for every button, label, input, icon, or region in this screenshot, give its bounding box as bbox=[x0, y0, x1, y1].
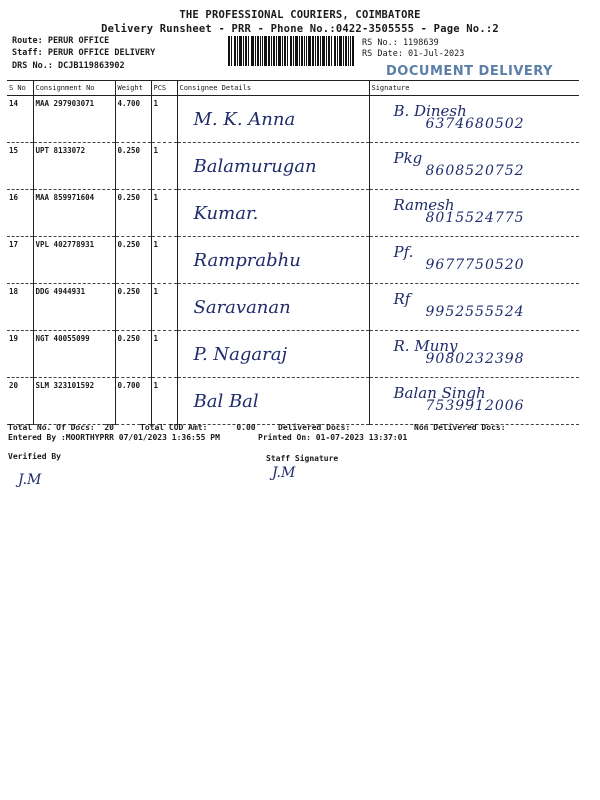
pieces: 1 bbox=[151, 96, 177, 143]
serial-number: 18 bbox=[7, 284, 33, 331]
consignment-number: MAA 859971604 bbox=[33, 190, 115, 237]
route-label: Route: PERUR OFFICE bbox=[12, 36, 110, 46]
consignee-cell bbox=[177, 143, 369, 190]
receiver-signature: Ramesh bbox=[393, 196, 455, 214]
receiver-phone: 9952555524 bbox=[425, 304, 525, 320]
consignee-cell bbox=[177, 96, 369, 143]
receiver-phone: 9677750520 bbox=[425, 257, 525, 273]
signature-cell bbox=[369, 284, 579, 331]
receiver-signature: Balan Singh bbox=[393, 384, 486, 402]
receiver-signature: Pkg bbox=[393, 149, 423, 167]
receiver-phone: 8608520752 bbox=[425, 163, 525, 179]
verified-by-signature: J.M bbox=[18, 472, 42, 488]
consignee-cell bbox=[177, 378, 369, 425]
consignee-cell bbox=[177, 190, 369, 237]
column-header: Weight bbox=[115, 81, 151, 96]
receiver-signature: B. Dinesh bbox=[393, 102, 467, 120]
table-row bbox=[7, 331, 579, 378]
total-docs: Total No. Of Docs: 20 bbox=[8, 423, 114, 432]
consignment-number: NGT 40055099 bbox=[33, 331, 115, 378]
rs-date: RS Date: 01-Jul-2023 bbox=[362, 49, 465, 59]
pieces: 1 bbox=[151, 143, 177, 190]
signature-cell bbox=[369, 237, 579, 284]
weight: 0.250 bbox=[115, 284, 151, 331]
receiver-signature: Rf bbox=[393, 290, 411, 308]
signature-cell bbox=[369, 96, 579, 143]
column-header: S No bbox=[7, 81, 33, 96]
consignment-number: SLM 323101592 bbox=[33, 378, 115, 425]
document-delivery-stamp: DOCUMENT DELIVERY bbox=[386, 64, 553, 79]
staff-label: Staff: PERUR OFFICE DELIVERY bbox=[12, 48, 156, 58]
printed-on: Printed On: 01-07-2023 13:37:01 bbox=[258, 433, 408, 442]
receiver-phone: 7539912006 bbox=[425, 398, 525, 414]
serial-number: 17 bbox=[7, 237, 33, 284]
signature-cell bbox=[369, 378, 579, 425]
barcode-image bbox=[228, 36, 354, 66]
total-cod-amount: Total COD Amt: 0.00 bbox=[140, 423, 256, 432]
consignment-number: DDG 4944931 bbox=[33, 284, 115, 331]
signature-cell bbox=[369, 143, 579, 190]
company-title: THE PROFESSIONAL COURIERS, COIMBATORE bbox=[179, 9, 421, 21]
consignee-cell bbox=[177, 331, 369, 378]
receiver-phone: 8015524775 bbox=[425, 210, 525, 226]
table-row bbox=[7, 284, 579, 331]
verified-by-label: Verified By bbox=[8, 452, 61, 461]
table-row bbox=[7, 143, 579, 190]
signature-cell bbox=[369, 190, 579, 237]
weight: 0.250 bbox=[115, 237, 151, 284]
weight: 0.250 bbox=[115, 190, 151, 237]
consignee-cell bbox=[177, 237, 369, 284]
column-header: Consignment No bbox=[33, 81, 115, 96]
consignment-number: VPL 402778931 bbox=[33, 237, 115, 284]
consignee-name: Saravanan bbox=[193, 297, 291, 318]
serial-number: 16 bbox=[7, 190, 33, 237]
non-delivered-docs: Non Delivered Docs: bbox=[414, 423, 506, 432]
table-row bbox=[7, 237, 579, 284]
serial-number: 19 bbox=[7, 331, 33, 378]
receiver-phone: 9080232398 bbox=[425, 351, 525, 367]
pieces: 1 bbox=[151, 331, 177, 378]
consignee-name: Balamurugan bbox=[193, 156, 317, 177]
table-row bbox=[7, 378, 579, 425]
weight: 0.700 bbox=[115, 378, 151, 425]
rs-number: RS No.: 1198639 bbox=[362, 38, 439, 48]
entered-by: Entered By :MOORTHYPRR 07/01/2023 1:36:55 PM bbox=[8, 433, 220, 442]
consignee-name: Ramprabhu bbox=[193, 250, 301, 271]
column-header: Consignee Details bbox=[177, 81, 369, 96]
serial-number: 14 bbox=[7, 96, 33, 143]
staff-signature-label: Staff Signature bbox=[266, 454, 339, 463]
table-row bbox=[7, 96, 579, 143]
consignee-name: P. Nagaraj bbox=[193, 344, 288, 365]
weight: 0.250 bbox=[115, 331, 151, 378]
pieces: 1 bbox=[151, 284, 177, 331]
pieces: 1 bbox=[151, 378, 177, 425]
consignee-name: Bal Bal bbox=[193, 391, 259, 412]
receiver-phone: 6374680502 bbox=[425, 116, 525, 132]
pieces: 1 bbox=[151, 237, 177, 284]
weight: 4.700 bbox=[115, 96, 151, 143]
runsheet-table bbox=[7, 80, 579, 425]
table-header-row bbox=[7, 81, 579, 96]
signature-cell bbox=[369, 331, 579, 378]
staff-signature: J.M bbox=[272, 465, 296, 481]
serial-number: 20 bbox=[7, 378, 33, 425]
consignment-number: MAA 297903071 bbox=[33, 96, 115, 143]
consignment-number: UPT 8133072 bbox=[33, 143, 115, 190]
receiver-signature: R. Muny bbox=[393, 337, 458, 355]
weight: 0.250 bbox=[115, 143, 151, 190]
drs-number: DRS No.: DCJB119863902 bbox=[12, 61, 125, 71]
pieces: 1 bbox=[151, 190, 177, 237]
column-header: Signature bbox=[369, 81, 579, 96]
runsheet-subtitle: Delivery Runsheet - PRR - Phone No.:0422-3505555 - Page No.:2 bbox=[101, 23, 499, 35]
consignee-name: M. K. Anna bbox=[193, 109, 296, 130]
column-header: PCS bbox=[151, 81, 177, 96]
serial-number: 15 bbox=[7, 143, 33, 190]
delivered-docs: Delivered Docs: bbox=[278, 423, 351, 432]
consignee-name: Kumar. bbox=[193, 203, 259, 224]
receiver-signature: Pf. bbox=[393, 243, 414, 261]
consignee-cell bbox=[177, 284, 369, 331]
table-row bbox=[7, 190, 579, 237]
